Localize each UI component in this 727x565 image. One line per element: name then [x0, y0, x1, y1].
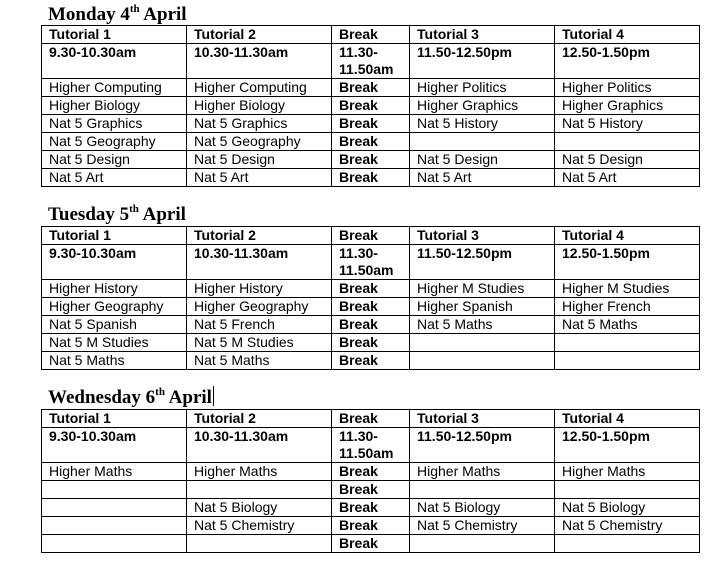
subject-cell: [42, 517, 187, 535]
break-cell: Break: [332, 499, 410, 517]
column-header: Tutorial 3: [410, 26, 555, 44]
time-cell: 9.30-10.30am: [42, 428, 187, 463]
column-header: Break: [332, 26, 410, 44]
day-ordinal-suffix: th: [155, 385, 165, 398]
subject-cell: Higher Computing: [42, 79, 187, 97]
break-cell: Break: [332, 481, 410, 499]
day-title-wednesday: [48, 386, 214, 409]
subject-cell: Higher M Studies: [555, 280, 700, 298]
subject-cell: [555, 334, 700, 352]
subject-cell: Higher M Studies: [410, 280, 555, 298]
subject-cell: Nat 5 Geography: [42, 133, 187, 151]
column-header: Tutorial 1: [42, 227, 187, 245]
day-title-monday: [48, 4, 187, 26]
subject-cell: [410, 334, 555, 352]
subject-cell: Nat 5 Art: [410, 169, 555, 187]
break-cell: Break: [332, 298, 410, 316]
subject-cell: Nat 5 Design: [410, 151, 555, 169]
subject-cell: Higher Maths: [555, 463, 700, 481]
time-cell: 10.30-11.30am: [187, 245, 332, 280]
table-row: [42, 79, 700, 97]
time-cell: 10.30-11.30am: [187, 428, 332, 463]
table-row: [42, 517, 700, 535]
time-cell: 11.30-11.50am: [332, 428, 410, 463]
time-cell: 12.50-1.50pm: [555, 44, 700, 79]
text-cursor: [213, 386, 214, 406]
table-row: [42, 97, 700, 115]
break-cell: Break: [332, 463, 410, 481]
subject-cell: Higher Maths: [187, 463, 332, 481]
column-header: Tutorial 2: [187, 410, 332, 428]
table-row: [42, 481, 700, 499]
break-cell: Break: [332, 97, 410, 115]
subject-cell: Nat 5 Design: [555, 151, 700, 169]
break-cell: Break: [332, 334, 410, 352]
timetable-tuesday: [41, 226, 700, 370]
subject-cell: Nat 5 Chemistry: [187, 517, 332, 535]
table-row: [42, 280, 700, 298]
column-header: Tutorial 3: [410, 227, 555, 245]
subject-cell: Nat 5 M Studies: [187, 334, 332, 352]
break-cell: Break: [332, 151, 410, 169]
day-title-month: April: [138, 204, 186, 225]
subject-cell: Nat 5 Graphics: [42, 115, 187, 133]
time-cell: 10.30-11.30am: [187, 44, 332, 79]
column-header: Tutorial 4: [555, 227, 700, 245]
subject-cell: [410, 352, 555, 370]
timetable-body: [42, 227, 700, 370]
subject-cell: Higher Politics: [555, 79, 700, 97]
subject-cell: Nat 5 Biology: [187, 499, 332, 517]
subject-cell: Higher Maths: [410, 463, 555, 481]
subject-cell: Higher Geography: [187, 298, 332, 316]
subject-cell: Higher History: [42, 280, 187, 298]
subject-cell: [42, 535, 187, 553]
subject-cell: Nat 5 Graphics: [187, 115, 332, 133]
time-cell: 9.30-10.30am: [42, 44, 187, 79]
subject-cell: Higher Graphics: [555, 97, 700, 115]
subject-cell: Nat 5 Geography: [187, 133, 332, 151]
subject-cell: Nat 5 History: [410, 115, 555, 133]
subject-cell: Nat 5 Biology: [410, 499, 555, 517]
day-title-text: Tuesday 5: [48, 204, 130, 225]
break-cell: Break: [332, 517, 410, 535]
table-row: [42, 463, 700, 481]
subject-cell: Nat 5 History: [555, 115, 700, 133]
day-title-text: Wednesday 6: [48, 387, 156, 408]
subject-cell: Higher French: [555, 298, 700, 316]
subject-cell: Higher Computing: [187, 79, 332, 97]
break-cell: Break: [332, 316, 410, 334]
subject-cell: Nat 5 Art: [555, 169, 700, 187]
subject-cell: Nat 5 Maths: [410, 316, 555, 334]
subject-cell: [555, 133, 700, 151]
subject-cell: Higher Graphics: [410, 97, 555, 115]
time-cell: 11.30-11.50am: [332, 245, 410, 280]
timetable-wednesday: [41, 409, 700, 553]
subject-cell: Higher Biology: [42, 97, 187, 115]
subject-cell: Nat 5 Art: [187, 169, 332, 187]
subject-cell: Higher History: [187, 280, 332, 298]
subject-cell: Nat 5 Design: [42, 151, 187, 169]
subject-cell: Nat 5 Maths: [187, 352, 332, 370]
break-cell: Break: [332, 169, 410, 187]
subject-cell: [410, 535, 555, 553]
subject-cell: Nat 5 Chemistry: [410, 517, 555, 535]
subject-cell: Nat 5 Design: [187, 151, 332, 169]
subject-cell: Nat 5 Art: [42, 169, 187, 187]
timetable-monday: [41, 25, 700, 187]
break-cell: Break: [332, 79, 410, 97]
header-row: [42, 410, 700, 428]
subject-cell: [410, 481, 555, 499]
table-row: [42, 334, 700, 352]
day-ordinal-suffix: th: [129, 2, 140, 15]
subject-cell: Nat 5 Maths: [42, 352, 187, 370]
break-cell: Break: [332, 535, 410, 553]
column-header: Tutorial 1: [42, 410, 187, 428]
subject-cell: Nat 5 Biology: [555, 499, 700, 517]
subject-cell: Nat 5 French: [187, 316, 332, 334]
break-cell: Break: [332, 280, 410, 298]
subject-cell: [42, 499, 187, 517]
table-row: [42, 316, 700, 334]
column-header: Tutorial 2: [187, 227, 332, 245]
subject-cell: Higher Geography: [42, 298, 187, 316]
time-cell: 11.50-12.50pm: [410, 245, 555, 280]
time-cell: 12.50-1.50pm: [555, 245, 700, 280]
subject-cell: [187, 481, 332, 499]
subject-cell: Higher Biology: [187, 97, 332, 115]
subject-cell: Higher Maths: [42, 463, 187, 481]
table-row: [42, 499, 700, 517]
subject-cell: Nat 5 Maths: [555, 316, 700, 334]
subject-cell: [555, 535, 700, 553]
time-row: [42, 245, 700, 280]
subject-cell: Nat 5 Spanish: [42, 316, 187, 334]
time-cell: 9.30-10.30am: [42, 245, 187, 280]
subject-cell: [410, 133, 555, 151]
header-row: [42, 26, 700, 44]
time-cell: 11.50-12.50pm: [410, 44, 555, 79]
column-header: Break: [332, 227, 410, 245]
time-row: [42, 44, 700, 79]
time-cell: 11.30-11.50am: [332, 44, 410, 79]
table-row: [42, 535, 700, 553]
day-title-month: April: [139, 4, 187, 25]
day-title-text: Monday 4: [48, 4, 130, 25]
subject-cell: [42, 481, 187, 499]
table-row: [42, 151, 700, 169]
subject-cell: Higher Politics: [410, 79, 555, 97]
break-cell: Break: [332, 115, 410, 133]
day-title-tuesday: [48, 204, 186, 226]
day-title-month: April: [164, 387, 212, 408]
timetable-body: [42, 26, 700, 187]
subject-cell: [187, 535, 332, 553]
column-header: Tutorial 1: [42, 26, 187, 44]
day-ordinal-suffix: th: [129, 202, 139, 215]
timetable-body: [42, 410, 700, 553]
time-cell: 12.50-1.50pm: [555, 428, 700, 463]
column-header: Tutorial 4: [555, 410, 700, 428]
subject-cell: Nat 5 M Studies: [42, 334, 187, 352]
table-row: [42, 298, 700, 316]
table-row: [42, 133, 700, 151]
break-cell: Break: [332, 352, 410, 370]
break-cell: Break: [332, 133, 410, 151]
column-header: Break: [332, 410, 410, 428]
header-row: [42, 227, 700, 245]
time-cell: 11.50-12.50pm: [410, 428, 555, 463]
time-row: [42, 428, 700, 463]
subject-cell: [555, 352, 700, 370]
subject-cell: Higher Spanish: [410, 298, 555, 316]
column-header: Tutorial 4: [555, 26, 700, 44]
column-header: Tutorial 3: [410, 410, 555, 428]
subject-cell: Nat 5 Chemistry: [555, 517, 700, 535]
subject-cell: [555, 481, 700, 499]
table-row: [42, 352, 700, 370]
column-header: Tutorial 2: [187, 26, 332, 44]
table-row: [42, 115, 700, 133]
table-row: [42, 169, 700, 187]
